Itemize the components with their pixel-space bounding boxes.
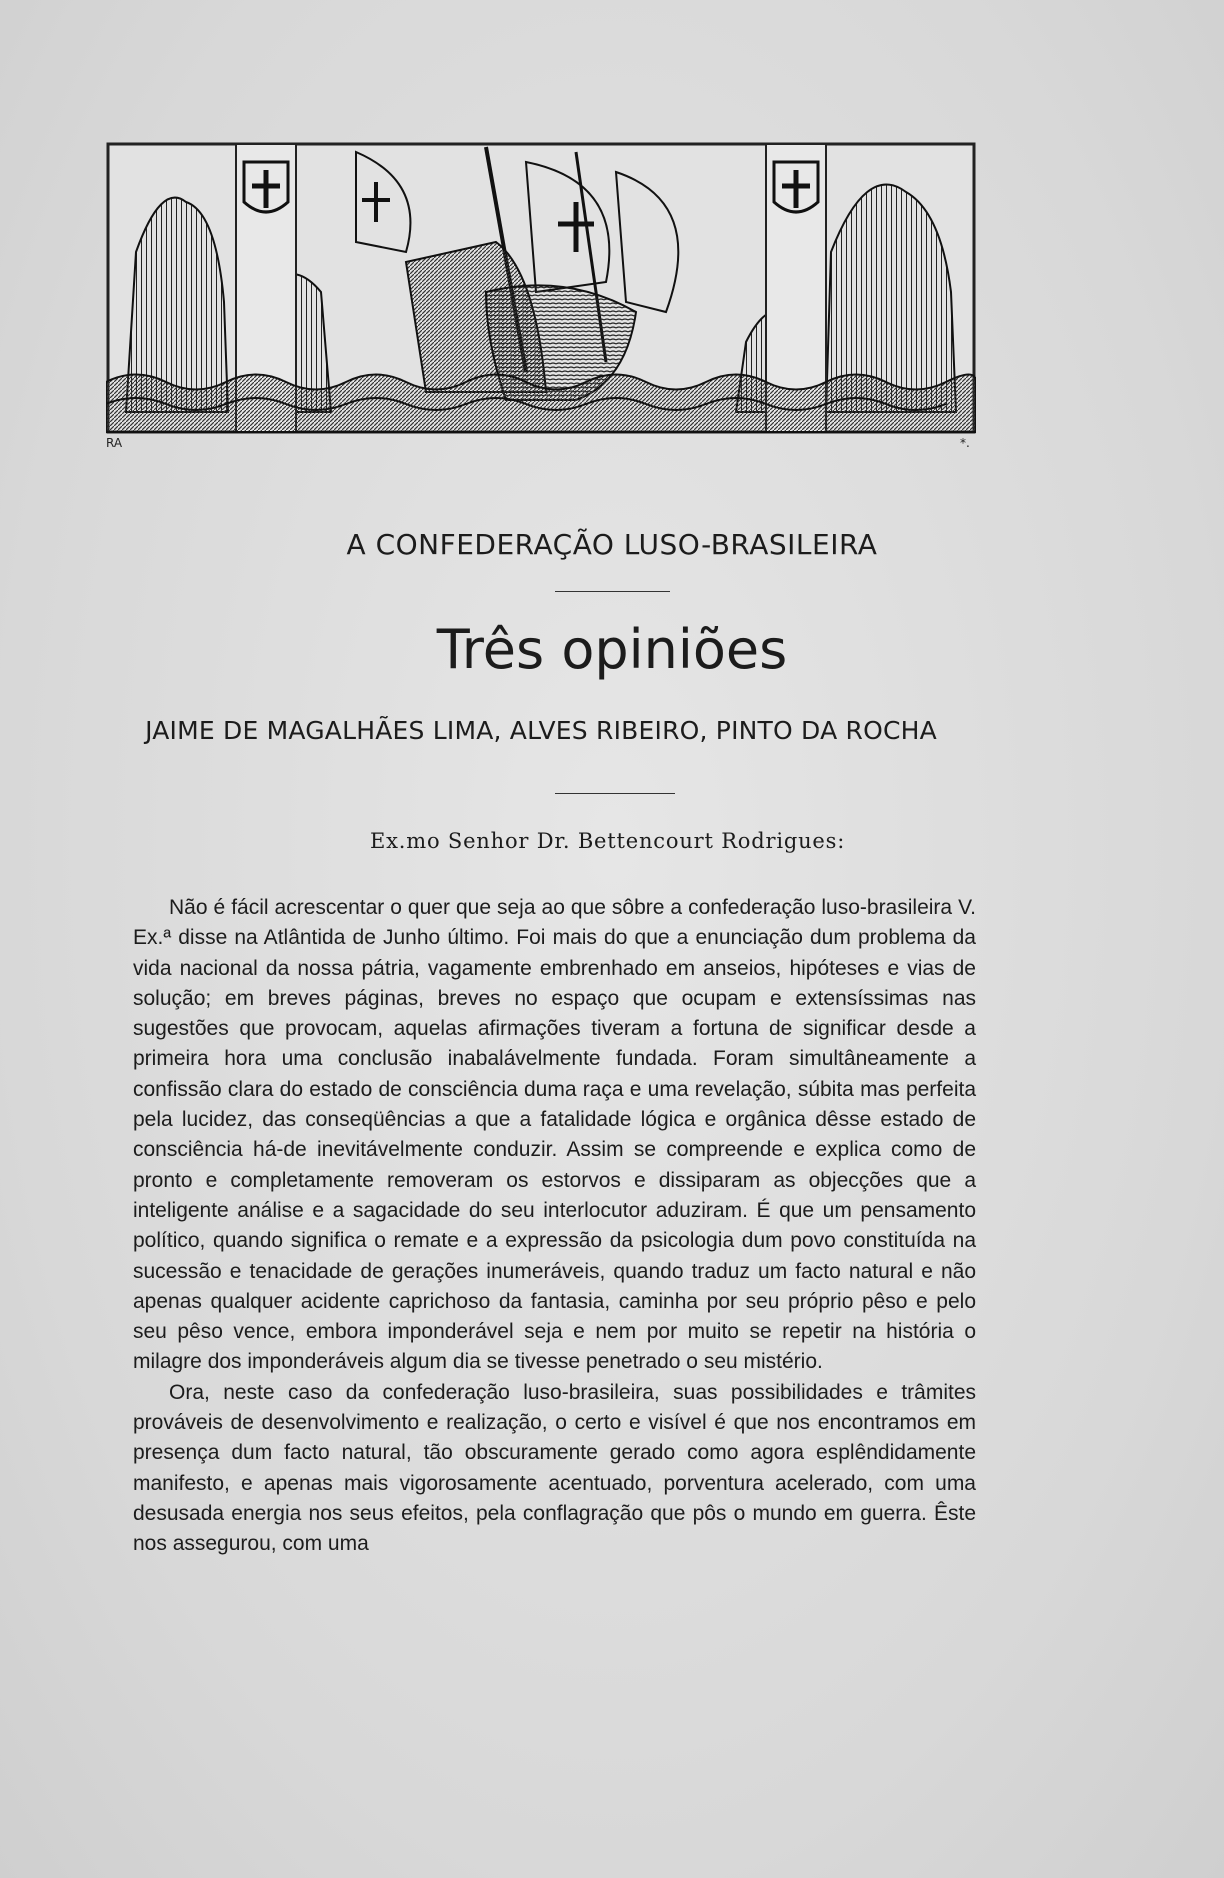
article-title: Três opiniões: [436, 618, 788, 681]
divider: [555, 591, 670, 592]
paragraph: Não é fácil acrescentar o quer que seja ao que sôbre a confederação luso-brasileira V. Ex.ª disse na Atlântida de Junho último. Foi mais do que a enunciação dum problema da vida nacional da nossa pátria, vagamente embrenhado em anseios, hipóteses e vias de solução; em breves páginas, breves no espaço que ocupam e extensíssimas nas sugestões que provocam, aquelas afirmações tiveram a fortuna de significar desde a primeira hora uma conclusão inabalávelmente fundada. Foram simultâneamente a confissão clara do estado de consciência duma raça e uma revelação, súbita mas perfeita pela lucidez, das conseqüências a que a fatalidade lógica e orgânica dêsse estado de consciência há-de inevitávelmente conduzir. Assim se compreende e explica como de pronto e completamente removeram os estorvos e dissiparam as objecções que a inteligente análise e a sagacidade do seu interlocutor aduziram. É que um pensamento político, quando significa o remate e a expressão da psicologia dum povo constituída na sucessão e tenacidade de gerações inumeráveis, quando traduz um facto natural e não apenas qualquer acidente caprichoso da fantasia, caminha por seu próprio pêso e pelo seu pêso vence, embora imponderável seja e nem por muito se repetir na história o milagre dos imponderáveis algum dia se tivesse penetrado o seu mistério.: [133, 896, 976, 1374]
section-heading: A CONFEDERAÇÃO LUSO-BRASILEIRA: [346, 528, 878, 561]
engraver-monogram: RA: [106, 436, 123, 450]
page-mark: *.: [960, 436, 970, 450]
article-body: [133, 893, 976, 1560]
header-illustration: [106, 142, 976, 434]
divider: [555, 793, 675, 794]
caravel-illustration: [106, 142, 976, 434]
authors-line: JAIME DE MAGALHÃES LIMA, ALVES RIBEIRO, PINTO DA ROCHA: [145, 716, 937, 745]
paragraph: Ora, neste caso da confederação luso-brasileira, suas possibilidades e trâmites prováveis de desenvolvimento e realização, o certo e visível é que nos encontramos em presença dum facto natural, tão obscuramente gerado como agora esplêndidamente manifesto, e apenas mais vigorosamente acentuado, porventura acelerado, com uma desusada energia nos seus efeitos, pela conflagração que pôs o mundo em guerra. Êste nos assegurou, com uma: [133, 1380, 976, 1556]
salutation: Ex.mo Senhor Dr. Bettencourt Rodrigues:: [370, 829, 846, 853]
